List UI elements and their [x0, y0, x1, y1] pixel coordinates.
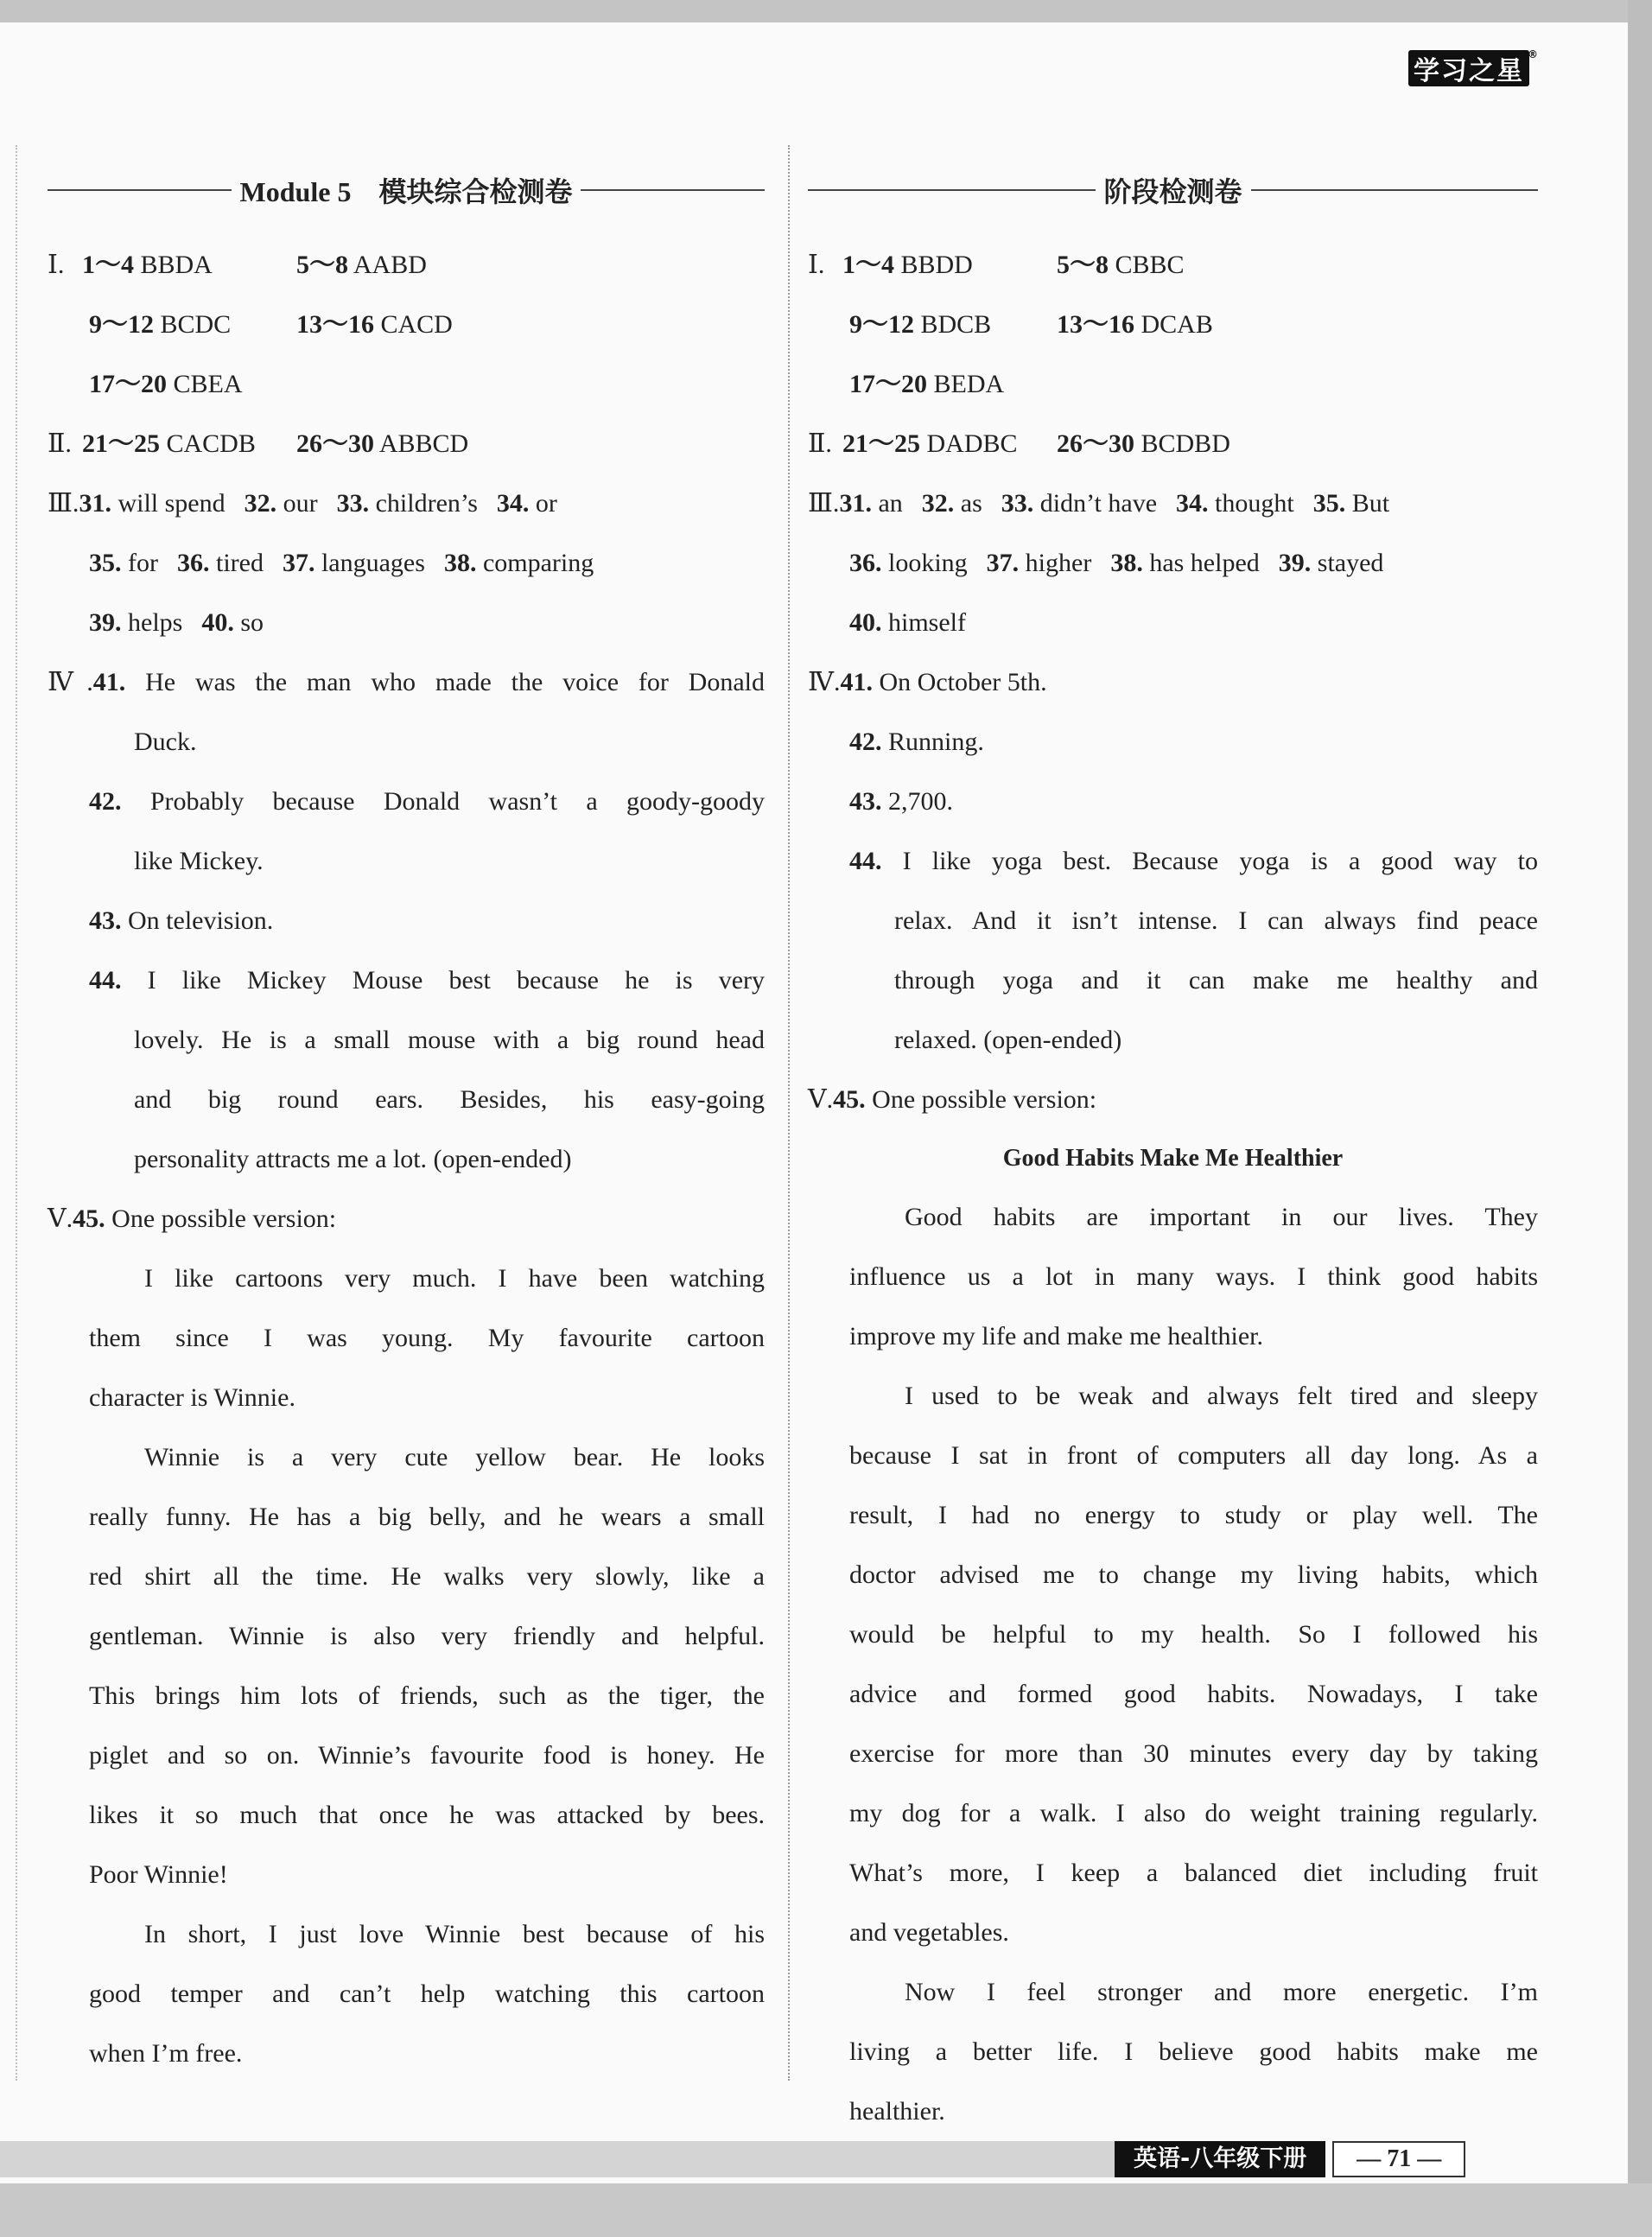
- question-number: 42.: [89, 787, 122, 816]
- answer-text: an: [878, 489, 903, 518]
- answer-letters: AABD: [353, 251, 427, 279]
- reading-answer-line: [808, 652, 1538, 712]
- answer-text: Duck.: [134, 728, 197, 756]
- fill-row: [48, 533, 765, 593]
- essay-line: red shirt all the time. He walks very slowly, like a: [89, 1562, 765, 1591]
- answer-text: But: [1351, 489, 1390, 518]
- essay-line: and vegetables.: [849, 1918, 1009, 1947]
- essay-line: gentleman. Winnie is also very friendly and helpful.: [89, 1622, 765, 1650]
- reading-answer-line: [48, 1010, 765, 1070]
- fill-answer: [245, 489, 318, 518]
- answer-letters: ABBCD: [378, 429, 469, 458]
- fill-answer: [1110, 549, 1259, 577]
- roman-numeral: Ⅴ.: [808, 1085, 834, 1114]
- answer-letters: DADBC: [926, 429, 1018, 458]
- essay-line: Now I feel stronger and more energetic. I’m: [905, 1978, 1538, 2006]
- intro-text: One possible version:: [111, 1204, 337, 1233]
- left-column: [48, 164, 765, 2083]
- brand-logo: [1408, 48, 1540, 86]
- essay-line: really funny. He has a big belly, and he wears a small: [89, 1503, 765, 1531]
- essay-line: This brings him lots of friends, such as the tiger, the: [89, 1681, 765, 1710]
- reading-answer-line: [48, 891, 765, 950]
- answer-text: languages: [321, 549, 425, 577]
- fill-answer: [922, 489, 982, 518]
- essay-line: would be helpful to my health. So I followed his: [849, 1620, 1538, 1649]
- question-range: 9～12: [89, 310, 154, 339]
- roman-numeral: Ⅳ.: [48, 668, 93, 696]
- answer-text: helps: [128, 608, 183, 637]
- fill-answer: [497, 489, 557, 518]
- answer-row: [48, 235, 765, 295]
- question-number: 32.: [921, 489, 955, 518]
- right-section-title: 阶段检测卷: [1103, 176, 1242, 207]
- question-number: 41.: [840, 668, 873, 696]
- question-range: 9～12: [849, 310, 914, 339]
- answer-text: has helped: [1149, 549, 1260, 577]
- roman-numeral: Ⅳ.: [808, 668, 841, 696]
- fill-answer: [1001, 489, 1157, 518]
- fill-answer: [337, 489, 478, 518]
- question-label: [849, 787, 882, 816]
- answer-letters: CACD: [380, 310, 453, 339]
- essay-line: my dog for a walk. I also do weight training regularly.: [849, 1799, 1538, 1827]
- answer-text: I like yoga best. Because yoga is a good way to: [902, 847, 1538, 875]
- reading-answer-line: [48, 1070, 765, 1129]
- answer-text: I like Mickey Mouse best because he is very: [147, 966, 765, 995]
- question-number: 38.: [1110, 549, 1143, 577]
- roman-numeral: Ⅰ.: [48, 251, 65, 279]
- reading-answer-line: [808, 712, 1538, 772]
- question-number: 39.: [1278, 549, 1312, 577]
- answer-text: children’s: [375, 489, 478, 518]
- answer-text: will spend: [118, 489, 226, 518]
- header-rule: [48, 189, 232, 191]
- question-label: [89, 787, 122, 816]
- scan-border-right: [1628, 0, 1652, 2237]
- roman-numeral: Ⅱ.: [808, 429, 832, 458]
- reading-answer-line: [808, 891, 1538, 950]
- question-number: 40.: [849, 608, 882, 637]
- reading-answer-line: [808, 831, 1538, 891]
- answer-text: didn’t have: [1039, 489, 1158, 518]
- writing-intro: [808, 1070, 1538, 1129]
- fill-row: [48, 593, 765, 652]
- answer-group: [1057, 414, 1230, 473]
- answer-letters: BBDA: [140, 251, 213, 279]
- answer-letters: CBEA: [173, 370, 243, 398]
- question-number: 36.: [176, 549, 210, 577]
- question-label: [89, 966, 122, 995]
- column-divider: [788, 145, 790, 2081]
- fill-answer: [987, 549, 1092, 577]
- answer-text: Probably because Donald wasn’t a goody-goody: [149, 787, 766, 816]
- answer-group: [296, 235, 427, 295]
- answer-text: or: [535, 489, 557, 518]
- answer-group: [842, 414, 1018, 473]
- answer-group: [296, 414, 468, 473]
- fill-row: [808, 593, 1538, 652]
- question-number: 35.: [1312, 489, 1346, 518]
- essay-line: advice and formed good habits. Nowadays, I take: [849, 1680, 1538, 1708]
- fill-answer: [1176, 489, 1294, 518]
- answer-letters: BCDC: [160, 310, 232, 339]
- fill-row: [808, 533, 1538, 593]
- answer-group: [1057, 295, 1213, 354]
- fill-answer: [444, 549, 594, 577]
- answer-group: [82, 414, 256, 473]
- answer-row: [808, 414, 1538, 473]
- question-number: 34.: [1176, 489, 1209, 518]
- answer-text: He was the man who made the voice for Donald: [145, 668, 765, 696]
- essay-line: result, I had no energy to study or play well. The: [849, 1501, 1538, 1529]
- footer-badge: [1115, 2141, 1465, 2177]
- question-number: 36.: [849, 549, 882, 577]
- essay-line: Winnie is a very cute yellow bear. He looks: [144, 1443, 765, 1471]
- answer-text: comparing: [482, 549, 594, 577]
- reading-answer-line: [48, 712, 765, 772]
- footer-bar: [0, 2141, 1115, 2177]
- question-number: 34.: [496, 489, 530, 518]
- header-rule: [808, 189, 1096, 191]
- binding-margin-line: [16, 145, 17, 2081]
- reading-answer-line: [48, 950, 765, 1010]
- answer-text: so: [240, 608, 264, 637]
- question-number: 31.: [79, 489, 111, 518]
- answer-text: Running.: [888, 728, 984, 756]
- question-number: 44.: [89, 966, 122, 995]
- answer-letters: BBDD: [900, 251, 973, 279]
- answer-group: [89, 354, 243, 414]
- fill-row: [808, 473, 1538, 533]
- question-range: 17～20: [849, 370, 927, 398]
- answer-letters: CBBC: [1115, 251, 1185, 279]
- essay-line: What’s more, I keep a balanced diet including fruit: [849, 1859, 1538, 1887]
- right-column: [808, 164, 1538, 2141]
- answer-text: stayed: [1317, 549, 1384, 577]
- answer-group: [849, 354, 1004, 414]
- question-number: 42.: [849, 728, 882, 756]
- answer-text: through yoga and it can make me healthy and: [894, 966, 1538, 995]
- answer-text: for: [128, 549, 158, 577]
- fill-answer: [79, 489, 225, 518]
- question-number: 43.: [849, 787, 882, 816]
- question-number: 45.: [73, 1204, 105, 1233]
- reading-answer-line: [48, 652, 765, 712]
- question-range: 21～25: [82, 429, 160, 458]
- question-range: 5～8: [1057, 251, 1109, 279]
- question-number: 45.: [833, 1085, 866, 1114]
- right-section-header: [808, 164, 1538, 216]
- roman-numeral: Ⅲ.: [808, 489, 840, 518]
- fill-answer: [283, 549, 425, 577]
- question-number: 31.: [839, 489, 872, 518]
- fill-answer: [201, 608, 264, 637]
- answer-group: [89, 295, 231, 354]
- question-number: 33.: [336, 489, 370, 518]
- answer-letters: BCDBD: [1141, 429, 1230, 458]
- scan-border-top: [0, 0, 1652, 22]
- essay-line: character is Winnie.: [89, 1383, 295, 1412]
- question-number: 32.: [244, 489, 277, 518]
- roman-numeral: Ⅰ.: [808, 251, 825, 279]
- essay-line: living a better life. I believe good habits make me: [849, 2037, 1538, 2066]
- question-range: 26～30: [1057, 429, 1134, 458]
- answer-text: personality attracts me a lot. (open-ended): [134, 1145, 572, 1173]
- question-number: 37.: [282, 549, 315, 577]
- answer-letters: BDCB: [920, 310, 992, 339]
- essay-line: doctor advised me to change my living habits, which: [849, 1560, 1538, 1589]
- fill-answer: [89, 608, 182, 637]
- scan-border-bottom: [0, 2183, 1652, 2237]
- fill-answer: [1279, 549, 1384, 577]
- answer-text: like Mickey.: [134, 847, 264, 875]
- question-number: 44.: [849, 847, 882, 875]
- essay-line: likes it so much that once he was attacked by bees.: [89, 1801, 765, 1829]
- answer-text: relax. And it isn’t intense. I can always find peace: [894, 906, 1538, 935]
- fill-answer: [839, 489, 902, 518]
- question-number: 43.: [89, 906, 122, 935]
- answer-group: [296, 295, 453, 354]
- intro-text: One possible version:: [872, 1085, 1097, 1114]
- answer-group: [849, 295, 991, 354]
- essay-line: Poor Winnie!: [89, 1860, 228, 1889]
- answer-row: [48, 354, 765, 414]
- left-section-title: Module 5 模块综合检测卷: [239, 176, 573, 207]
- answer-group: [1057, 235, 1185, 295]
- question-number: 37.: [986, 549, 1020, 577]
- reading-answer-line: [48, 1129, 765, 1189]
- answer-letters: DCAB: [1141, 310, 1213, 339]
- right-content: [808, 235, 1538, 2141]
- answer-row: [48, 295, 765, 354]
- essay-line: them since I was young. My favourite cartoon: [89, 1324, 765, 1352]
- answer-text: thought: [1215, 489, 1294, 518]
- answer-letters: BEDA: [933, 370, 1005, 398]
- essay-line: piglet and so on. Winnie’s favourite food is honey. He: [89, 1741, 765, 1770]
- question-number: 38.: [443, 549, 477, 577]
- fill-row: [48, 473, 765, 533]
- fill-answer: [1313, 489, 1389, 518]
- registered-mark: ®: [1528, 48, 1540, 60]
- reading-answer-line: [808, 1010, 1538, 1070]
- answer-text: himself: [888, 608, 966, 637]
- question-label: [48, 668, 125, 696]
- answer-letters: CACDB: [166, 429, 256, 458]
- essay-line: improve my life and make me healthier.: [849, 1322, 1264, 1350]
- question-number: 40.: [201, 608, 234, 637]
- question-range: 21～25: [842, 429, 920, 458]
- essay-line: when I’m free.: [89, 2039, 243, 2068]
- answer-group: [842, 235, 973, 295]
- question-number: 35.: [89, 549, 122, 577]
- essay-line: Good habits are important in our lives. They: [905, 1203, 1538, 1231]
- essay-line: influence us a lot in many ways. I think good habits: [849, 1262, 1538, 1291]
- reading-answer-line: [48, 772, 765, 831]
- essay-line: good temper and can’t help watching this cartoon: [89, 1980, 765, 2008]
- question-range: 26～30: [296, 429, 374, 458]
- answer-text: as: [960, 489, 982, 518]
- answer-row: [808, 354, 1538, 414]
- question-label: [808, 668, 873, 696]
- question-number: 33.: [1001, 489, 1034, 518]
- question-range: 13～16: [1057, 310, 1134, 339]
- fill-answer: [89, 549, 158, 577]
- writing-intro: [48, 1189, 765, 1249]
- answer-text: 2,700.: [888, 787, 953, 816]
- header-rule: [1251, 189, 1539, 191]
- header-rule: [581, 189, 765, 191]
- question-range: 1～4: [842, 251, 894, 279]
- reading-answer-line: [48, 831, 765, 891]
- reading-answer-line: [808, 950, 1538, 1010]
- answer-text: On television.: [128, 906, 274, 935]
- left-content: [48, 235, 765, 2083]
- answer-text: relaxed. (open-ended): [894, 1026, 1122, 1054]
- question-label: [849, 847, 882, 875]
- essay-line: In short, I just love Winnie best because of his: [144, 1920, 765, 1948]
- reading-answer-line: [808, 772, 1538, 831]
- essay-line: healthier.: [849, 2097, 945, 2126]
- essay-line: because I sat in front of computers all day long. As a: [849, 1441, 1538, 1470]
- roman-numeral: Ⅲ.: [48, 489, 79, 518]
- essay-line: exercise for more than 30 minutes every day by taking: [849, 1739, 1538, 1768]
- answer-text: higher: [1025, 549, 1092, 577]
- question-label: [89, 906, 122, 935]
- question-number: 41.: [92, 668, 126, 696]
- brand-logo-text: 学习之星: [1414, 56, 1524, 86]
- question-range: 5～8: [296, 251, 348, 279]
- answer-text: looking: [888, 549, 968, 577]
- question-range: 13～16: [296, 310, 374, 339]
- question-label: [849, 728, 882, 756]
- question-range: 1～4: [82, 251, 134, 279]
- answer-row: [48, 414, 765, 473]
- fill-answer: [849, 549, 968, 577]
- answer-text: and big round ears. Besides, his easy-going: [134, 1085, 765, 1114]
- page-number: — 71 —: [1332, 2141, 1465, 2177]
- subject-label: 英语-八年级下册: [1115, 2141, 1325, 2177]
- answer-text: lovely. He is a small mouse with a big round head: [134, 1026, 765, 1054]
- answer-text: tired: [215, 549, 264, 577]
- essay-title: Good Habits Make Me Healthier: [1002, 1145, 1344, 1172]
- fill-answer: [849, 608, 966, 637]
- answer-group: [82, 235, 213, 295]
- essay-line: I like cartoons very much. I have been watching: [144, 1264, 765, 1293]
- answer-row: [808, 235, 1538, 295]
- roman-numeral: Ⅴ.: [48, 1204, 73, 1233]
- answer-row: [808, 295, 1538, 354]
- left-section-header: [48, 164, 765, 216]
- essay-line: I used to be weak and always felt tired and sleepy: [905, 1382, 1538, 1410]
- question-number: 39.: [89, 608, 122, 637]
- roman-numeral: Ⅱ.: [48, 429, 72, 458]
- answer-text: On October 5th.: [879, 668, 1047, 696]
- question-range: 17～20: [89, 370, 167, 398]
- fill-answer: [177, 549, 264, 577]
- answer-text: our: [283, 489, 318, 518]
